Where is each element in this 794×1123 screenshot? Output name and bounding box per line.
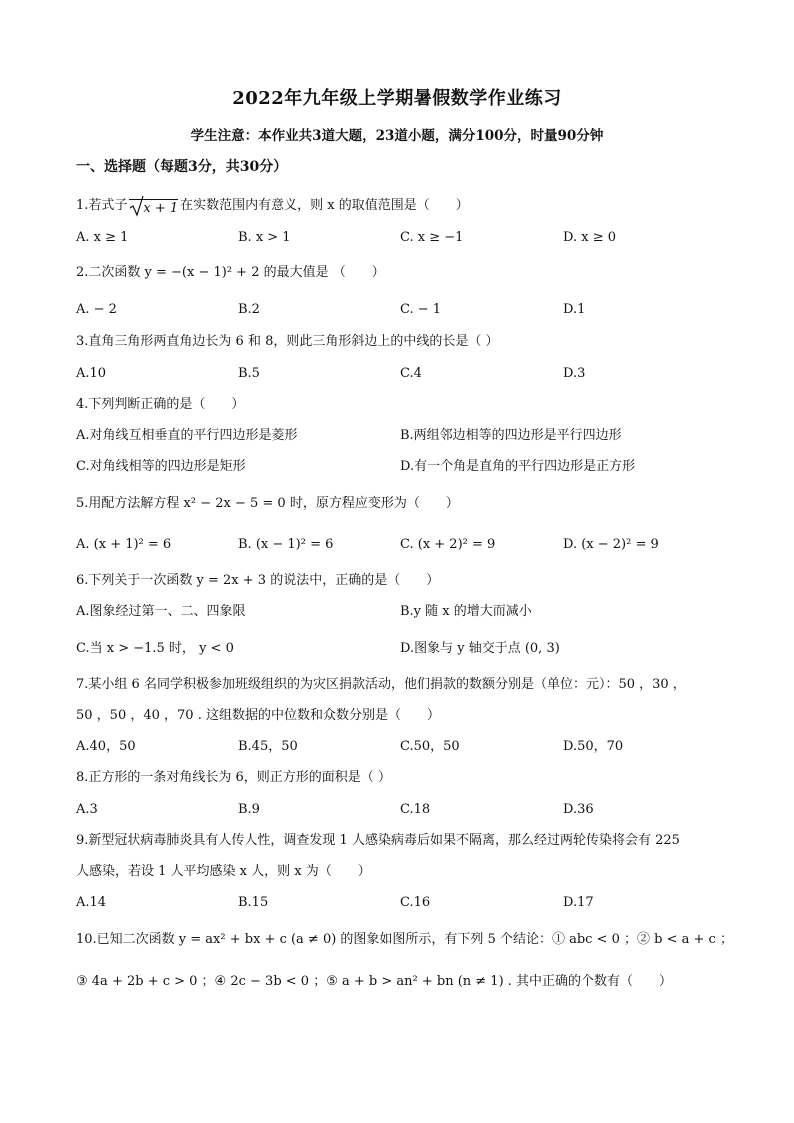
q3-option-b: B.5 (238, 366, 260, 381)
question-3: 3.直角三角形两直角边长为 6 和 8，则此三角形斜边上的中线的长是（ ） (76, 334, 499, 349)
q7-option-a: A.40，50 (76, 739, 136, 754)
q3-option-d: D.3 (563, 366, 586, 381)
q9-option-b: B.15 (238, 895, 269, 910)
q5-option-a: A. (x + 1)² = 6 (76, 537, 172, 552)
q8-option-b: B.9 (238, 802, 260, 817)
q4-option-c: C.对角线相等的四边形是矩形 (76, 459, 246, 474)
question-7-line-1: 7.某小组 6 名同学积极参加班级组织的为灾区捐款活动，他们捐款的数额分别是（单位：元）：50 ，30 ， (76, 677, 686, 692)
question-7-line-2: 50 ，50 ，40 ，70 . 这组数据的中位数和众数分别是（ ） (76, 708, 440, 723)
q1-option-d: D. x ≥ 0 (563, 230, 616, 245)
question-10-line-2: ③ 4a + 2b + c > 0 ；④ 2c − 3b < 0 ；⑤ a + b > an² + bn (n ≠ 1) . 其中正确的个数有（ ） (76, 974, 673, 989)
q5-option-b: B. (x − 1)² = 6 (238, 537, 334, 552)
q8-option-a: A.3 (76, 802, 98, 817)
q1-option-b: B. x > 1 (238, 230, 291, 245)
q2-option-b: B.2 (238, 302, 260, 317)
page-title: 2022年九年级上学期暑假数学作业练习 (232, 88, 562, 109)
section-heading-choice: 一、选择题（每题3分，共30分） (76, 159, 288, 175)
q7-option-b: B.45，50 (238, 739, 298, 754)
question-9-line-2: 人感染，若设 1 人平均感染 x 人，则 x 为（ ） (76, 864, 371, 879)
question-1-suffix: 在实数范围内有意义，则 x 的取值范围是（ ） (180, 198, 469, 213)
q9-option-a: A.14 (76, 895, 107, 910)
radical-sign-icon (129, 195, 145, 217)
q1-option-c: C. x ≥ −1 (400, 230, 464, 245)
q6-option-a: A.图象经过第一、二、四象限 (76, 604, 246, 619)
q5-option-c: C. (x + 2)² = 9 (400, 537, 496, 552)
question-9-line-1: 9.新型冠状病毒肺炎具有人传人性，调查发现 1 人感染病毒后如果不隔离，那么经过两轮传染将会有 225 (76, 833, 680, 848)
q8-option-d: D.36 (563, 802, 594, 817)
question-8: 8.正方形的一条对角线长为 6，则正方形的面积是（ ） (76, 770, 391, 785)
question-5: 5.用配方法解方程 x² − 2x − 5 = 0 时，原方程应变形为（ ） (76, 496, 459, 511)
q9-option-d: D.17 (563, 895, 594, 910)
q2-option-a: A. − 2 (76, 302, 117, 317)
question-1 (76, 198, 469, 217)
question-1-prefix: 1.若式子 (76, 198, 128, 213)
q5-option-d: D. (x − 2)² = 9 (563, 537, 659, 552)
q4-option-a: A.对角线互相垂直的平行四边形是菱形 (76, 428, 298, 443)
question-4: 4.下列判断正确的是（ ） (76, 397, 245, 412)
q1-option-a: A. x ≥ 1 (76, 230, 129, 245)
q6-option-c: C.当 x > −1.5 时， y < 0 (76, 641, 234, 656)
q7-option-c: C.50，50 (400, 739, 460, 754)
q2-option-d: D.1 (563, 302, 586, 317)
q3-option-a: A.10 (76, 366, 107, 381)
q4-option-b: B.两组邻边相等的四边形是平行四边形 (400, 428, 622, 443)
q3-option-c: C.4 (400, 366, 422, 381)
q6-option-b: B.y 随 x 的增大而减小 (400, 604, 532, 619)
q2-option-c: C. − 1 (400, 302, 442, 317)
question-2: 2.二次函数 y = −(x − 1)² + 2 的最大值是 （ ） (76, 265, 385, 280)
q6-option-d: D.图象与 y 轴交于点 (0, 3) (400, 641, 560, 656)
q7-option-d: D.50，70 (563, 739, 624, 754)
question-10-line-1: 10.已知二次函数 y = ax² + bx + c (a ≠ 0) 的图象如图所示，有下列 5 个结论：① abc < 0 ；② b < a + c ； (76, 932, 733, 947)
q4-option-d: D.有一个角是直角的平行四边形是正方形 (400, 459, 636, 474)
question-6: 6.下列关于一次函数 y = 2x + 3 的说法中，正确的是（ ） (76, 573, 440, 588)
q9-option-c: C.16 (400, 895, 431, 910)
q8-option-c: C.18 (400, 802, 431, 817)
sqrt-radicand: x + 1 (129, 199, 178, 217)
sqrt-expression (129, 199, 178, 217)
student-notice: 学生注意：本作业共3道大题，23道小题，满分100分，时量90分钟 (190, 128, 604, 144)
